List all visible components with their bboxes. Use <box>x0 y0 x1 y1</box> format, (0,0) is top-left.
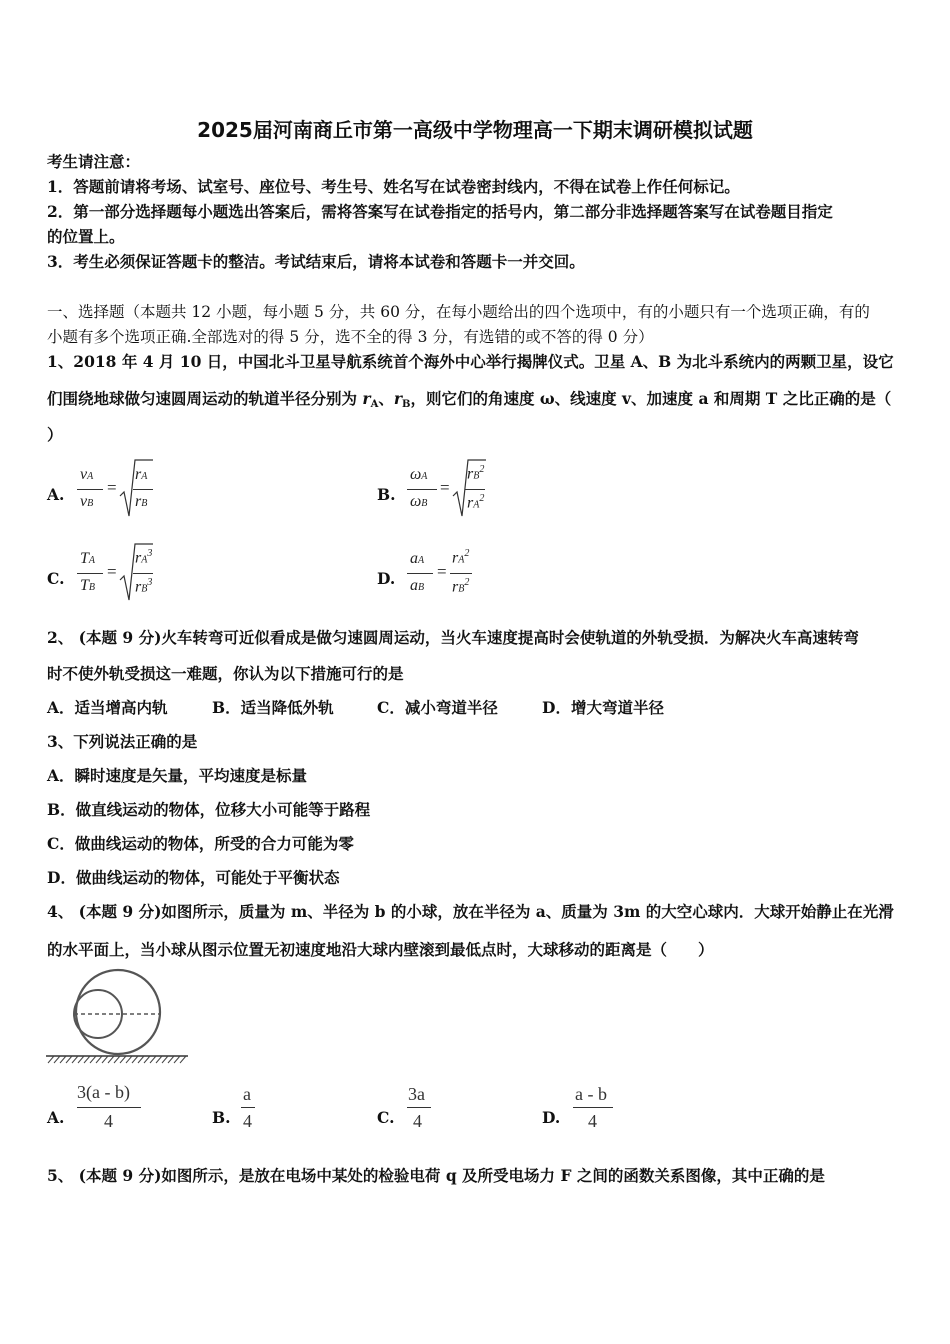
q3-option-c[interactable]: C．做曲线运动的物体，所受的合力可能为零 <box>47 834 354 853</box>
q4-option-d[interactable]: D. a - b 4 <box>542 1080 642 1136</box>
q2-option-d[interactable]: D．增大弯道半径 <box>542 698 664 717</box>
q3-option-a[interactable]: A．瞬时速度是矢量，平均速度是标量 <box>47 766 308 785</box>
q1-stem-line-2: 们围绕地球做匀速圆周运动的轨道半径分别为 $r_A$、$r_B$，则它们的角速度 ω、线速度 v、加速度 a 和周期 T 之比正确的是（ <box>47 389 892 410</box>
q2-option-c[interactable]: C．减小弯道半径 <box>377 698 498 717</box>
notice-item-1: 1．答题前请将考场、试室号、座位号、考生号、姓名写在试卷密封线内，不得在试卷上作任何标记。 <box>47 177 740 196</box>
q4-stem-line-2: 的水平面上，当小球从图示位置无初速度地沿大球内壁滚到最低点时，大球移动的距离是（ ） <box>47 940 714 959</box>
q2-stem-line-2: 时不使外轨受损这一难题，你认为以下措施可行的是 <box>47 664 404 683</box>
q2-option-a[interactable]: A．适当增高内轨 <box>47 698 168 717</box>
q4-stem-line-1: 4、 (本题 9 分)如图所示，质量为 m、半径为 b 的小球，放在半径为 a、质量为 3m 的大空心球内．大球开始静止在光滑 <box>47 902 894 921</box>
q4-option-b[interactable]: B. a 4 <box>212 1080 292 1136</box>
notice-heading: 考生请注意： <box>47 152 141 171</box>
notice-item-2-line-2: 的位置上。 <box>47 227 125 246</box>
section-heading-line-2: 小题有多个选项正确.全部选对的得 5 分，选不全的得 3 分，有选错的或不答的得 0 分） <box>47 328 654 346</box>
notice-item-3: 3．考生必须保证答题卡的整洁。考试结束后，请将本试卷和答题卡一并交回。 <box>47 252 585 271</box>
q3-option-d[interactable]: D．做曲线运动的物体，可能处于平衡状态 <box>47 868 340 887</box>
q1-option-d[interactable]: D. aA aB = $rA^2$ $rB^2$ <box>377 540 677 604</box>
q3-option-b[interactable]: B．做直线运动的物体，位移大小可能等于路程 <box>47 800 371 819</box>
q2-option-b[interactable]: B．适当降低外轨 <box>212 698 334 717</box>
q1-stem-line-1: 1、2018 年 4 月 10 日，中国北斗卫星导航系统首个海外中心举行揭牌仪式。卫星 A、B 为北斗系统内的两颗卫星，设它 <box>47 352 894 371</box>
q1-stem-line-3: ） <box>47 425 63 444</box>
q5-stem: 5、 (本题 9 分)如图所示，是放在电场中某处的检验电荷 q 及所受电场力 F 之间的函数关系图像，其中正确的是 <box>47 1166 825 1185</box>
page-title: 2025届河南商丘市第一高级中学物理高一下期末调研模拟试题 <box>197 118 753 142</box>
q2-stem-line-1: 2、 (本题 9 分)火车转弯可近似看成是做匀速圆周运动，当火车速度提高时会使轨道的外轨受损．为解决火车高速转弯 <box>47 628 859 647</box>
q1-option-b[interactable]: B. ωA ωB = $rB^2$ $rA^2$ <box>377 456 677 520</box>
q4-option-a[interactable]: A. 3(a - b) 4 <box>47 1080 177 1136</box>
q1-option-a[interactable]: A. vA vB = rA rB <box>47 456 347 520</box>
q3-stem: 3、下列说法正确的是 <box>47 732 198 751</box>
q4-option-c[interactable]: C. 3a 4 <box>377 1080 457 1136</box>
notice-item-2-line-1: 2．第一部分选择题每小题选出答案后，需将答案写在试卷指定的括号内，第二部分非选择题答案写在试卷题目指定 <box>47 202 833 221</box>
q4-figure-spheres <box>46 968 188 1064</box>
section-heading-line-1: 一、选择题（本题共 12 小题，每小题 5 分，共 60 分，在每小题给出的四个选项中，有的小题只有一个选项正确，有的 <box>47 303 870 321</box>
q1-option-c[interactable]: C. TA TB = $rA^3$ $rB^3$ <box>47 540 347 604</box>
